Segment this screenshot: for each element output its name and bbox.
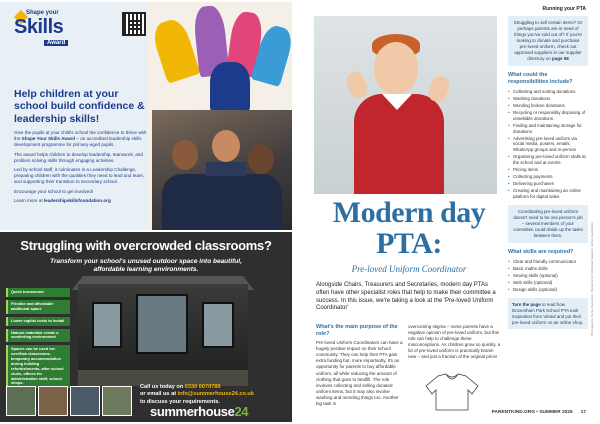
list-item: • Pricing items	[508, 167, 588, 173]
ad2-contact: Call us today on 0330 0070789 or email us at info@summerhouse24.co.uk to discuss your requirements.	[140, 384, 254, 405]
ad2-title: Struggling with overcrowded classrooms?	[20, 238, 272, 253]
list-item: • Clear and friendly communicator	[508, 259, 588, 265]
list-item: • Finding and maintaining storage for donations	[508, 123, 588, 134]
list-item: • Web skills (optional)	[508, 280, 588, 286]
boy-red-jumper	[354, 94, 444, 194]
summerhouse-logo: summerhouse24	[150, 404, 249, 419]
ad-headline: Help children at your school build confidence & leadership skills!	[14, 88, 145, 125]
list-item: • Creating and maintaining an online platform for digital sales	[508, 188, 588, 199]
article-title: Modern day PTA:	[332, 196, 486, 260]
right-page	[300, 0, 600, 424]
boy-face	[374, 42, 418, 94]
skills-heading: What skills are required?	[508, 249, 574, 256]
article-intro: Alongside Chairs, Treasurers and Secretaries, modern day PTAs often have other specialist roles that help to make their committee a success. In this issue, we're taking a look at the 'Pre-loved Uniform Coordinator'	[316, 282, 496, 312]
running-head: Running your PTA	[542, 6, 586, 12]
photo-credit: Photography: Alamy. Illustration: Shutterstock. Additional research: Ashley Huddleston	[590, 221, 594, 336]
feature-item: Flexible and affordable additional space	[6, 300, 70, 314]
email-link[interactable]: info@summerhouse24.co.uk	[177, 391, 254, 398]
logo-top-text: Shape your	[26, 10, 59, 16]
list-item: • Sewing skills (optional)	[508, 273, 588, 279]
logo-badge: Award	[44, 40, 68, 46]
feature-item: Quick turnaround	[6, 288, 70, 297]
phone-number[interactable]: 0330 0070789	[184, 384, 221, 390]
qr-code-icon	[122, 12, 146, 36]
body-text: overcoming stigma – some parents have a negative opinion of pre-loved uniform, but this role can help to challenge these misconceptions. As children grow so quickly, a lot of pre-loved uniform is practically brand-new – and just a fraction of the original price!	[408, 324, 501, 360]
list-item: • Delivering purchases	[508, 181, 588, 187]
list-item: • Basic maths skills	[508, 266, 588, 272]
summerhouse-ad	[0, 232, 292, 422]
skills-list	[508, 259, 588, 293]
sidebar	[508, 16, 588, 329]
feature-list	[6, 288, 70, 391]
jumper-illustration	[424, 372, 480, 412]
logo-main-text: Skills	[14, 16, 64, 38]
list-item: • Design skills (optional)	[508, 287, 588, 293]
responsibilities-list	[508, 89, 588, 199]
section-heading: What's the main purpose of the role?	[316, 324, 398, 337]
responsibilities-heading: What could the responsibilities include?	[508, 72, 573, 86]
thumbnail	[38, 386, 68, 416]
raised-hands-illustration	[150, 2, 292, 122]
article-column-2	[408, 324, 502, 360]
page-number: 17	[580, 410, 586, 415]
body-text: Pre-loved Uniform Coordinators can have a hugely positive impact on their school community. They can help their PTA gain extra funding but, more importantly, it's an opportunity for parents to buy affordable uniform, all while reducing the amount of clothing that goes to landfill. The role involves collecting and selling donated uniform items, but it may also involve washing and mending things too. Another big task is	[316, 340, 403, 406]
list-item: • Mending broken donations	[508, 103, 588, 109]
thumbnail	[102, 386, 132, 416]
thumbnail	[70, 386, 100, 416]
article-column-1	[316, 324, 404, 407]
ad-body-text: Give the pupils at your child's school the confidence to thrive with the Shape Your Skills Award – an accredited leadership skills development programme for primary-aged pupils. The award helps children to develop leadership, teamwork, and problem solving skills through engaging activities. Led by school staff, it culminates in a Leadership Challenge, preparing children with the qualities they need to lead and learn, and supporting their transition to secondary school. Encourage your school to get involved! Learn more at leadershipskillsfoundation.org	[14, 130, 147, 203]
page-footer	[492, 410, 586, 415]
article-subtitle: Pre-loved Uniform Coordinator	[351, 264, 467, 274]
supplier-callout: Struggling to sell certain items? Or perhaps parents are in need of things you've sold out of? If you're looking to donate and purchase pre-loved uniform, check out approved suppliers in our supplier directory on page 58	[508, 16, 588, 66]
ad-website-link[interactable]: leadershipskillsfoundation.org	[43, 197, 111, 203]
feature-item: Spaces can be used for: overflow classrooms, temporary accommodation during building refurbishments, after school clubs, offices for administration staff, school shops.	[6, 345, 70, 388]
page-reference-link[interactable]: page 58	[552, 56, 569, 62]
feature-item: Natural materials create a comforting environment	[6, 329, 70, 343]
ad2-subtitle: Transform your school's unused outdoor space into beautiful, affordable learning environments.	[50, 258, 242, 274]
list-item: • Recycling or responsibly disposing of unsellable donations	[508, 110, 588, 121]
skills-award-ad	[0, 2, 292, 230]
list-item: • Organising pre-loved uniform stalls at the school and at events	[508, 154, 588, 165]
list-item: • Collecting and sorting donations	[508, 89, 588, 95]
footer-site: PARENTKIND.ORG • SUMMER 2025	[491, 410, 573, 415]
coordination-callout: Coordinating pre-loved uniform doesn't need to be one person's job – several members of your committee could divide up the tasks between them.	[508, 205, 588, 243]
cabin-thumbnails	[6, 386, 134, 416]
cabin-photo	[78, 284, 248, 386]
hero-photo	[314, 16, 497, 194]
list-item: • Advertising pre-loved uniform via social media, posters, emails, WhatsApp groups and in-person	[508, 136, 588, 153]
feature-item: Lower capital costs to install	[6, 317, 70, 326]
list-item: • Washing donations	[508, 96, 588, 102]
skills-award-logo	[14, 10, 84, 54]
turn-page-callout: Turn the page to read how Droxenham Park School PTA took inspiration from Vinted and put their pre-loved uniform on an online shop.	[508, 298, 588, 330]
list-item: • Collecting payments	[508, 174, 588, 180]
thumbnail	[6, 386, 36, 416]
children-photo	[152, 110, 292, 230]
